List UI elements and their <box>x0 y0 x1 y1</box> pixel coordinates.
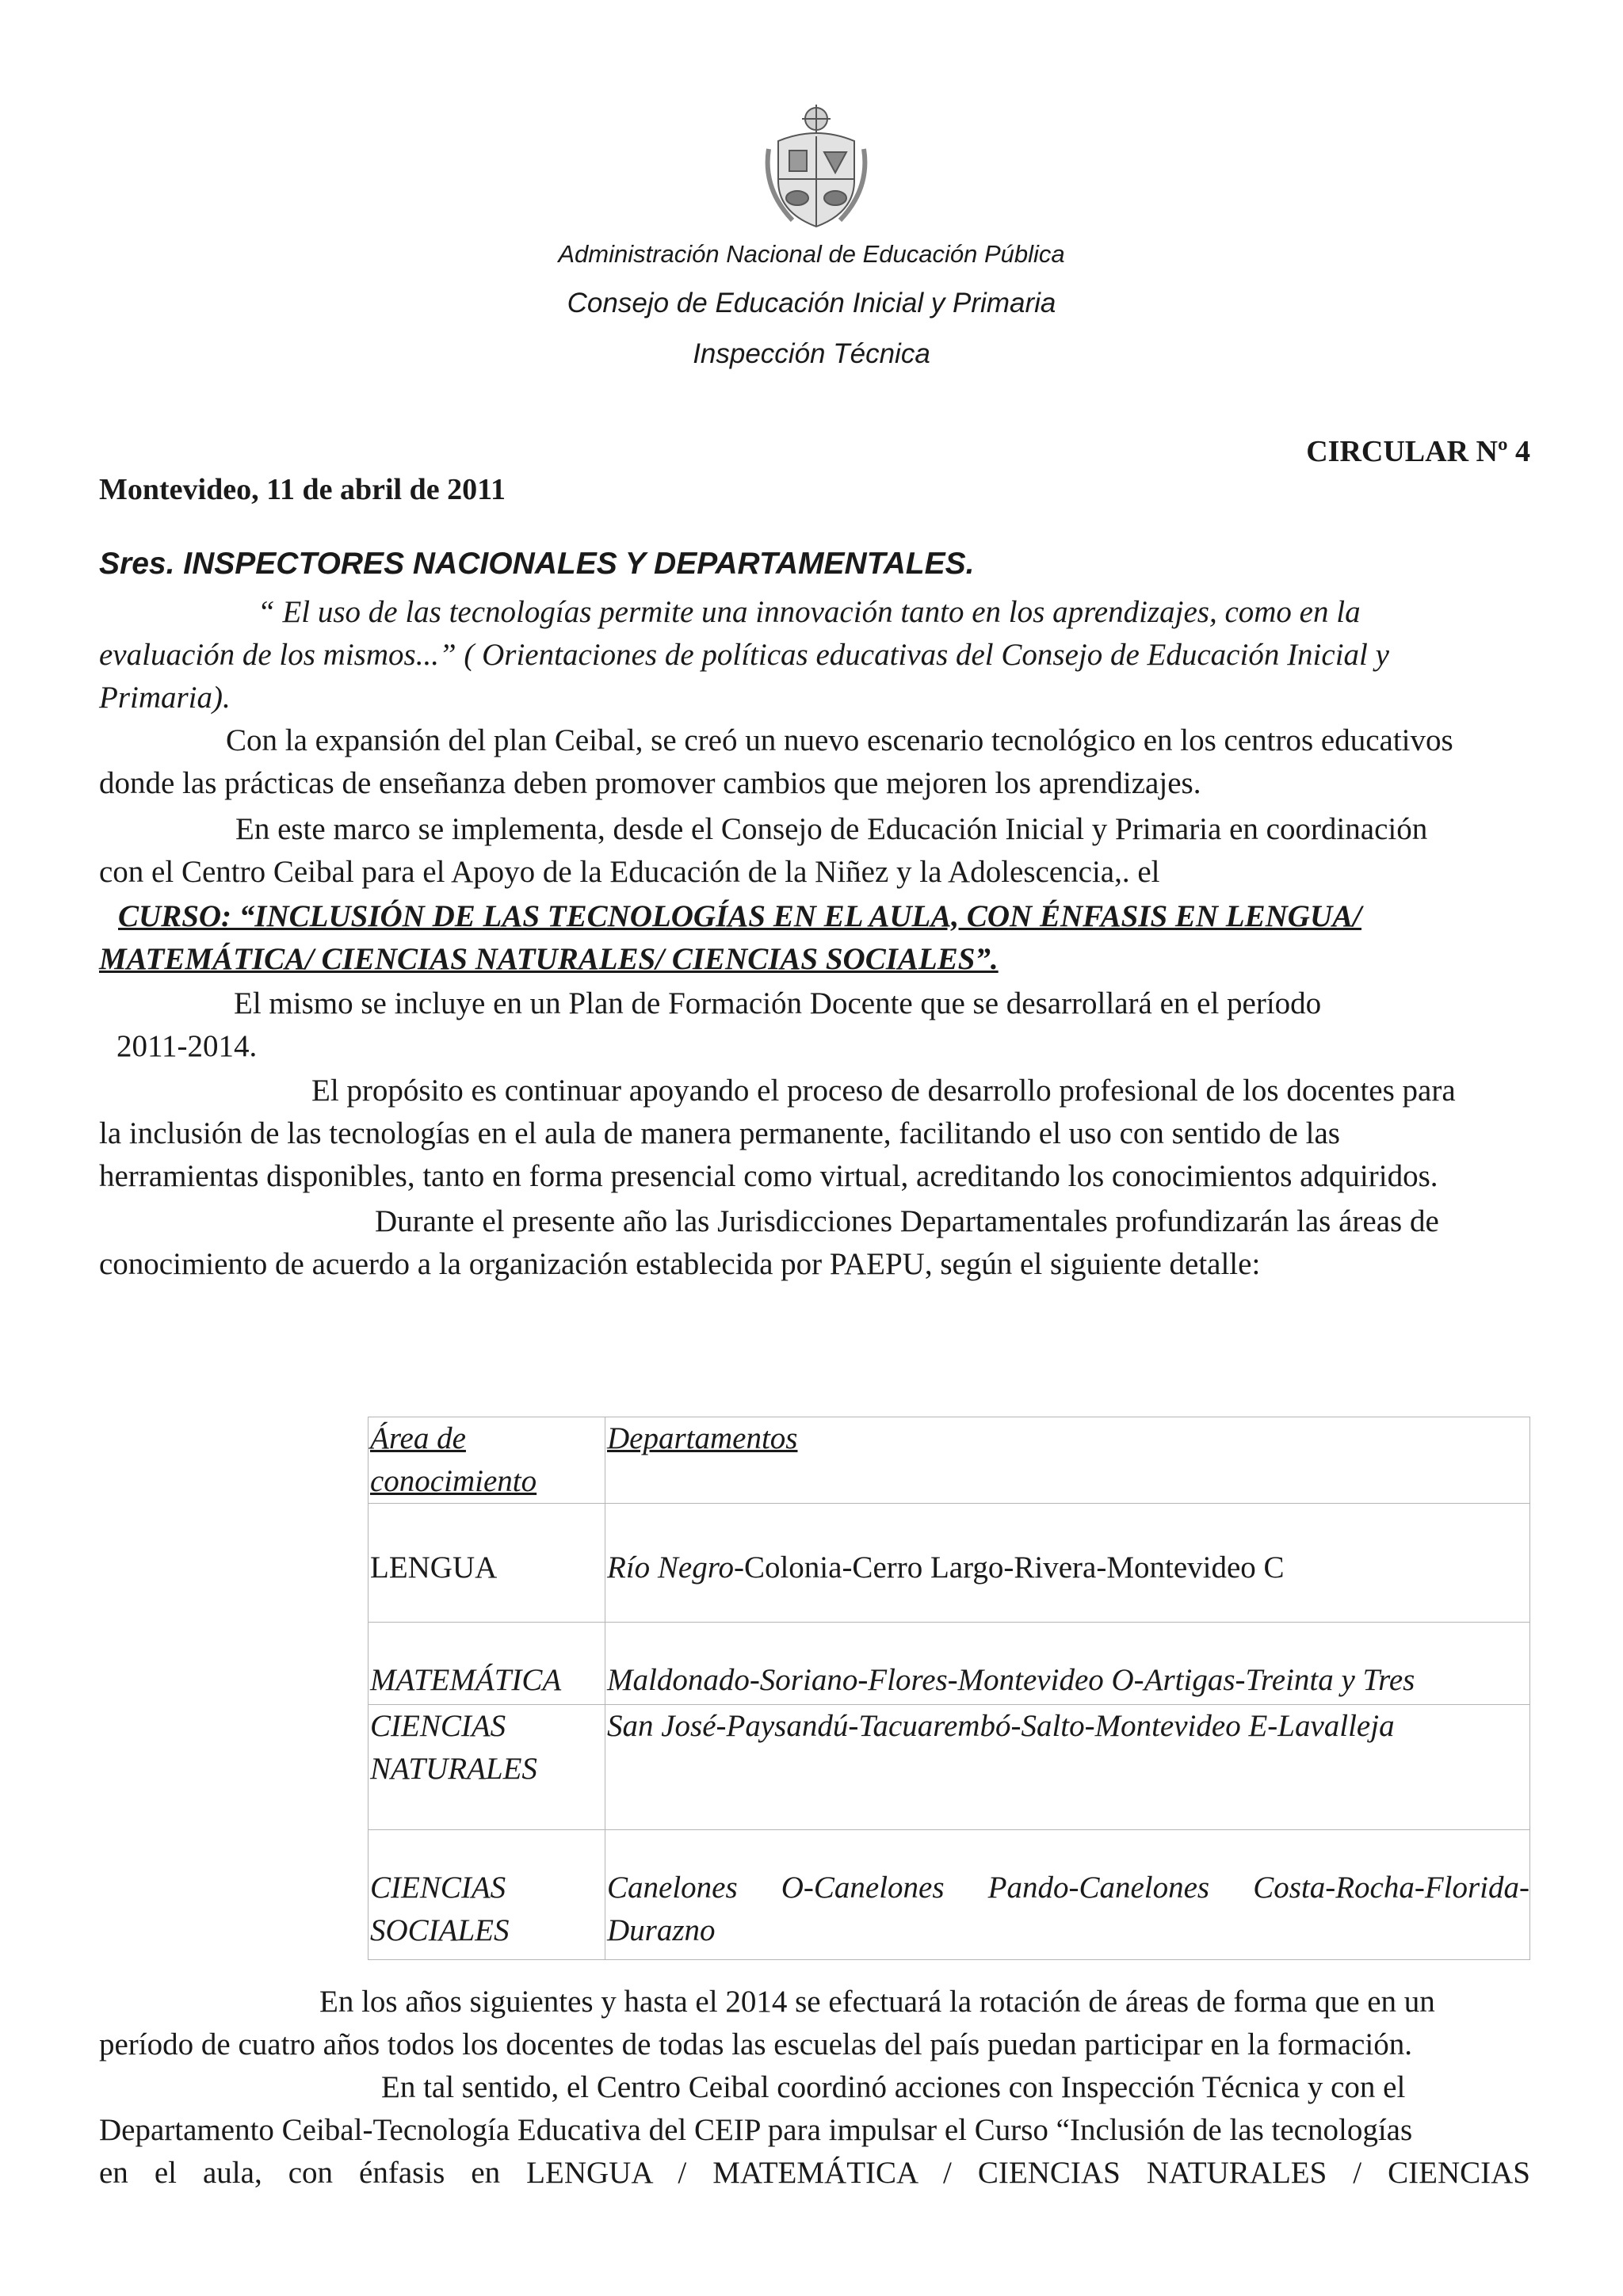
p4-line-1: El propósito es continuar apoyando el proceso de desarrollo profesional de los docentes para <box>311 1074 1456 1108</box>
paragraph-2 <box>99 808 1530 894</box>
paragraph-7 <box>99 2066 1530 2195</box>
header-institution: Administración Nacional de Educación Pública <box>558 240 1065 268</box>
quote-line-1: “ El uso de las tecnologías permite una innovación tanto en los aprendizajes, como en la <box>258 595 1361 629</box>
depts-label-2: Durazno <box>607 1913 716 1947</box>
header-inspection: Inspección Técnica <box>693 338 930 369</box>
areas-table <box>368 1417 1530 1960</box>
p7-line-2: Departamento Ceibal-Tecnología Educativa del CEIP para impulsar el Curso “Inclusión de las tecnologías <box>99 2113 1413 2147</box>
p4-line-2: la inclusión de las tecnologías en el aula de manera permanente, facilitando el uso con sentido de las <box>99 1116 1340 1150</box>
p2-line-2: con el Centro Ceibal para el Apoyo de la Educación de la Niñez y la Adolescencia,. el <box>99 855 1160 889</box>
p6-line-2: período de cuatro años todos los docentes de todas las escuelas del país puedan participar en la formación. <box>99 2027 1412 2061</box>
depts-italic: Río Negro <box>607 1550 734 1585</box>
p7-line-1: En tal sentido, el Centro Ceibal coordinó acciones con Inspección Técnica y con el <box>381 2070 1406 2104</box>
depts-cell <box>605 1705 1530 1830</box>
depts-cell <box>605 1504 1530 1623</box>
area-label: MATEMÁTICA <box>370 1663 562 1697</box>
paragraph-5 <box>99 1200 1530 1286</box>
header-depts-label: Departamentos <box>607 1421 798 1455</box>
table-row <box>369 1623 1530 1705</box>
table-header-area <box>369 1417 605 1504</box>
p7-line-3: en el aula, con énfasis en LENGUA / MATEMÁTICA / CIENCIAS NATURALES / CIENCIAS <box>99 2156 1530 2190</box>
course-title <box>99 895 1530 981</box>
table-header-depts <box>605 1417 1530 1504</box>
document-date: Montevideo, 11 de abril de 2011 <box>99 473 506 506</box>
table-row <box>369 1705 1530 1830</box>
area-label-1: CIENCIAS <box>370 1871 506 1905</box>
area-cell <box>369 1705 605 1830</box>
course-line-1: CURSO: “INCLUSIÓN DE LAS TECNOLOGÍAS EN EL AULA, CON ÉNFASIS EN LENGUA/ <box>118 899 1361 933</box>
paragraph-6 <box>99 1981 1530 2066</box>
p1-line-1: Con la expansión del plan Ceibal, se creó un nuevo escenario tecnológico en los centros educativos <box>226 723 1453 757</box>
quote-line-3: Primaria). <box>99 681 231 715</box>
area-label-2: SOCIALES <box>370 1913 510 1947</box>
area-cell <box>369 1830 605 1960</box>
p2-line-1: En este marco se implementa, desde el Consejo de Educación Inicial y Primaria en coordinación <box>235 812 1428 846</box>
header-area-line-1: Área de <box>370 1421 466 1455</box>
coat-of-arms-icon <box>761 101 872 236</box>
table-row <box>369 1830 1530 1960</box>
header-area-line-2: conocimiento <box>370 1464 537 1498</box>
p3-line-2: 2011-2014. <box>116 1029 258 1063</box>
table-row <box>369 1504 1530 1623</box>
area-cell <box>369 1504 605 1623</box>
p4-line-3: herramientas disponibles, tanto en forma presencial como virtual, acreditando los conocimientos adquiridos. <box>99 1159 1438 1193</box>
depts-label: -Colonia-Cerro Largo-Rivera-Montevideo C <box>733 1550 1285 1585</box>
addressee: Sres. INSPECTORES NACIONALES Y DEPARTAMENTALES. <box>99 547 975 581</box>
quote-paragraph <box>99 591 1530 719</box>
area-cell <box>369 1623 605 1705</box>
depts-label: Maldonado-Soriano-Flores-Montevideo O-Artigas-Treinta y Tres <box>607 1663 1415 1697</box>
area-label-2: NATURALES <box>370 1752 537 1786</box>
paragraph-4 <box>99 1070 1530 1198</box>
p3-line-1: El mismo se incluye en un Plan de Formación Docente que se desarrollará en el período <box>234 986 1322 1020</box>
depts-label-1: Canelones O-Canelones Pando-Canelones Costa-Rocha-Florida- <box>607 1871 1529 1905</box>
p5-line-1: Durante el presente año las Jurisdicciones Departamentales profundizarán las áreas de <box>375 1204 1439 1238</box>
course-line-2: MATEMÁTICA/ CIENCIAS NATURALES/ CIENCIAS SOCIALES”. <box>99 942 999 976</box>
header-council: Consejo de Educación Inicial y Primaria <box>567 288 1056 318</box>
depts-label: San José-Paysandú-Tacuarembó-Salto-Montevideo E-Lavalleja <box>607 1709 1395 1743</box>
area-label: LENGUA <box>370 1550 498 1585</box>
paragraph-3 <box>99 982 1530 1068</box>
p5-line-2: conocimiento de acuerdo a la organización establecida por PAEPU, según el siguiente detalle: <box>99 1247 1261 1281</box>
circular-number: CIRCULAR Nº 4 <box>1306 435 1530 468</box>
depts-cell <box>605 1830 1530 1960</box>
area-label-1: CIENCIAS <box>370 1709 506 1743</box>
depts-cell <box>605 1623 1530 1705</box>
p1-line-2: donde las prácticas de enseñanza deben promover cambios que mejoren los aprendizajes. <box>99 766 1201 800</box>
paragraph-1 <box>99 719 1530 805</box>
table-header-row <box>369 1417 1530 1504</box>
p6-line-1: En los años siguientes y hasta el 2014 se efectuará la rotación de áreas de forma que en un <box>319 1985 1435 2019</box>
quote-line-2: evaluación de los mismos...” ( Orientaciones de políticas educativas del Consejo de Educación Inicial y <box>99 638 1389 672</box>
